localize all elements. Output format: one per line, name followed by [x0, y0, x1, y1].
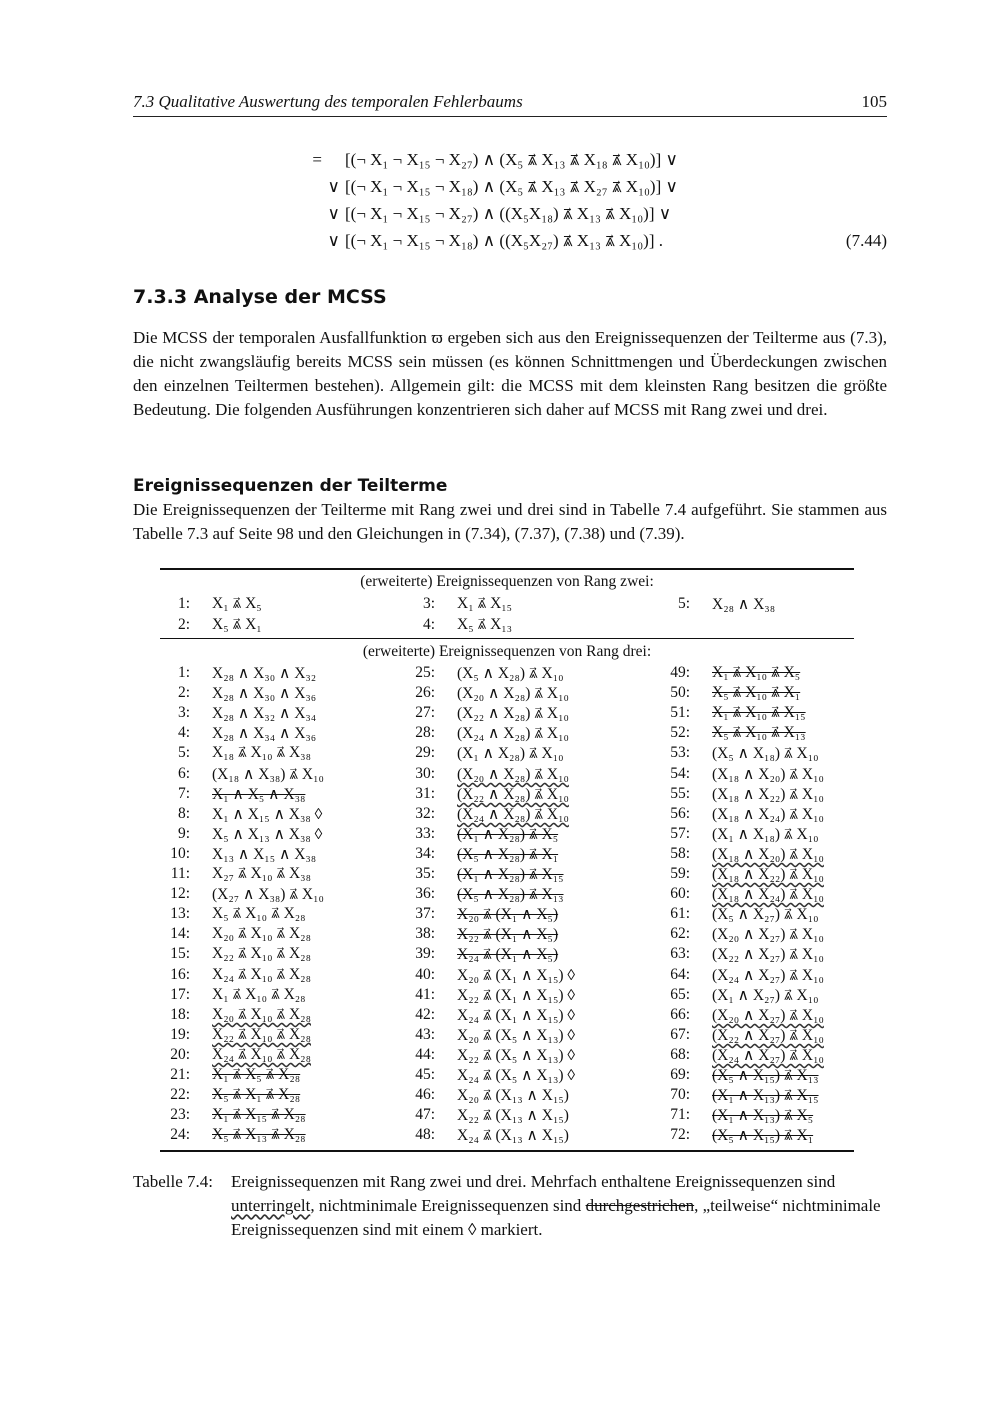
sequence-expression-nonminimal: X₁ ∧ X₅ ∧ X₃₈	[212, 786, 306, 803]
table-row	[160, 966, 854, 986]
row-number: 6:	[177, 765, 190, 782]
row-number: 64:	[670, 966, 690, 983]
sequence-expression: X₅ ⩓⃗ X₁	[212, 616, 262, 633]
sequence-expression-nonminimal: (X₅ ∧ X₂₈) ⩓⃗ X₁	[457, 846, 559, 863]
row-number: 43:	[415, 1026, 435, 1043]
row-number: 4:	[177, 724, 190, 741]
row-number: 3:	[177, 704, 190, 721]
sequence-expression: (X₂₀ ∧ X₂₈) ⩓⃗ X₁₀	[457, 685, 569, 702]
caption-strike-word: durchgestrichen	[585, 1196, 695, 1215]
row-number: 29:	[415, 744, 435, 761]
table-mid-rule	[160, 638, 854, 639]
sequence-expression-duplicate: (X₂₂ ∧ X₂₈) ⩓⃗ X₁₀	[457, 786, 569, 803]
table-row	[160, 744, 854, 764]
sequence-expression: (X₂₂ ∧ X₂₈) ⩓⃗ X₁₀	[457, 705, 569, 722]
row-number: 4:	[422, 616, 435, 633]
sequence-expression: X₂₄ ⩓⃗ (X₁₃ ∧ X₁₅)	[457, 1127, 569, 1144]
row-number: 25:	[415, 664, 435, 681]
row-number: 19:	[170, 1026, 190, 1043]
section-paragraph-block	[133, 326, 887, 422]
sequence-expression-nonminimal: (X₅ ∧ X₁₅) ⩓⃗ X₁₃	[712, 1067, 819, 1084]
sequence-expression: X₁ ⩓⃗ X₁₅	[457, 595, 513, 612]
equation-line	[0, 150, 1000, 174]
caption-wavy-word: unterringelt	[231, 1196, 311, 1215]
running-header	[133, 90, 887, 117]
sequence-expression: X₅ ∧ X₁₃ ∧ X₃₈ ◊	[212, 826, 323, 843]
sequence-expression: X₂₈ ∧ X₃₀ ∧ X₃₆	[212, 685, 317, 702]
table-bottom-rule	[160, 1150, 854, 1152]
row-number: 3:	[422, 595, 435, 612]
row-number: 2:	[177, 684, 190, 701]
equation-expression: [(¬ X₁ ¬ X₁₅ ¬ X₂₇) ∧ ((X₅X₁₈) ⩓⃗ X₁₃ ⩓⃗ X₁₀)] ∨	[345, 204, 672, 223]
table-row	[160, 945, 854, 965]
table-row	[160, 616, 854, 636]
row-number: 32:	[415, 805, 435, 822]
row-number: 15:	[170, 945, 190, 962]
row-number: 61:	[670, 905, 690, 922]
row-number: 13:	[170, 905, 190, 922]
table-row	[160, 664, 854, 684]
caption-text-middle: , nichtminimale Ereignissequenzen sind	[310, 1196, 582, 1215]
row-number: 39:	[415, 945, 435, 962]
sequence-expression-duplicate: (X₂₀ ∧ X₂₇) ⩓⃗ X₁₀	[712, 1007, 824, 1024]
sequence-expression: X₁ ∧ X₁₅ ∧ X₃₈ ◊	[212, 806, 323, 823]
row-number: 47:	[415, 1106, 435, 1123]
row-number: 37:	[415, 905, 435, 922]
table-row	[160, 595, 854, 615]
rank-three-title: (erweiterte) Ereignissequenzen von Rang drei:	[362, 643, 652, 660]
sequence-expression-nonminimal: X₂₂ ⩓⃗ (X₁ ∧ X₅)	[457, 926, 559, 943]
sequence-expression-nonminimal: X₅ ⩓⃗ X₁ ⩓⃗ X₂₈	[212, 1086, 301, 1103]
sequence-expression: X₁ ⩓⃗ X₁₀ ⩓⃗ X₂₈	[212, 986, 306, 1003]
row-number: 53:	[670, 744, 690, 761]
row-number: 71:	[670, 1106, 690, 1123]
row-number: 62:	[670, 925, 690, 942]
header-title: 7.3 Qualitative Auswertung des temporalen Fehlerbaums	[133, 92, 523, 111]
row-number: 36:	[415, 885, 435, 902]
row-number: 17:	[170, 986, 190, 1003]
row-number: 28:	[415, 724, 435, 741]
subsection-paragraph: Die Ereignissequenzen der Teilterme mit Rang zwei und drei sind in Tabelle 7.4 aufgeführt. Sie stammen aus Tabelle 7.3 auf Seite 98 und den Gleichungen in (7.34), (7.37), (7.38) und (7.39).	[133, 500, 887, 543]
table-row	[160, 704, 854, 724]
table-row	[160, 724, 854, 744]
row-number: 1:	[177, 664, 190, 681]
row-number: 31:	[415, 785, 435, 802]
table-row	[160, 885, 854, 905]
sequence-expression: (X₁₈ ∧ X₂₂) ⩓⃗ X₁₀	[712, 786, 824, 803]
row-number: 67:	[670, 1026, 690, 1043]
row-number: 18:	[170, 1006, 190, 1023]
sequence-expression: (X₅ ∧ X₂₇) ⩓⃗ X₁₀	[712, 906, 819, 923]
subsection-paragraph-block	[133, 498, 887, 546]
sequence-expression-duplicate: (X₂₄ ∧ X₂₈) ⩓⃗ X₁₀	[457, 806, 569, 823]
row-number: 23:	[170, 1106, 190, 1123]
table-row	[160, 865, 854, 885]
row-number: 14:	[170, 925, 190, 942]
sequence-expression: X₂₂ ⩓⃗ (X₅ ∧ X₁₃) ◊	[457, 1047, 576, 1064]
row-number: 24:	[170, 1126, 190, 1143]
sequence-expression: X₁₃ ∧ X₁₅ ∧ X₃₈	[212, 846, 317, 863]
row-number: 68:	[670, 1046, 690, 1063]
table-row	[160, 684, 854, 704]
sequence-expression-nonminimal: (X₁ ∧ X₁₃) ⩓⃗ X₅	[712, 1107, 814, 1124]
subsection-heading: Ereignissequenzen der Teilterme	[133, 476, 448, 496]
sequence-expression: (X₁ ∧ X₂₇) ⩓⃗ X₁₀	[712, 987, 819, 1004]
sequence-expression: X₂₄ ⩓⃗ (X₅ ∧ X₁₃) ◊	[457, 1067, 576, 1084]
sequence-expression: (X₂₂ ∧ X₂₇) ⩓⃗ X₁₀	[712, 946, 824, 963]
row-number: 16:	[170, 966, 190, 983]
row-number: 58:	[670, 845, 690, 862]
row-number: 5:	[677, 595, 690, 612]
equation-number: (7.44)	[845, 231, 887, 250]
row-number: 8:	[177, 805, 190, 822]
table-row	[160, 1086, 854, 1106]
equation-operator: ∨	[327, 204, 340, 223]
sequence-expression: X₁ ⩓⃗ X₅	[212, 595, 262, 612]
sequence-expression-duplicate: X₂₂ ⩓⃗ X₁₀ ⩓⃗ X₂₈	[212, 1026, 311, 1043]
sequence-expression: X₂₀ ⩓⃗ (X₁₃ ∧ X₁₅)	[457, 1087, 569, 1104]
sequence-expression: X₂₄ ⩓⃗ X₁₀ ⩓⃗ X₂₈	[212, 966, 311, 983]
sequence-expression-nonminimal: X₁ ⩓⃗ X₁₀ ⩓⃗ X₅	[712, 664, 801, 681]
rank-two-title: (erweiterte) Ereignissequenzen von Rang zwei:	[360, 573, 654, 590]
row-number: 22:	[170, 1086, 190, 1103]
sequence-expression-duplicate: (X₁₈ ∧ X₂₀) ⩓⃗ X₁₀	[712, 846, 824, 863]
row-number: 63:	[670, 945, 690, 962]
sequence-expression: X₅ ⩓⃗ X₁₃	[457, 616, 513, 633]
sequence-expression: (X₂₇ ∧ X₃₈) ⩓⃗ X₁₀	[212, 886, 324, 903]
caption-text-after: , „teilweise“ nichtminimale Ereignissequenzen sind mit einem ◊ markiert.	[231, 1196, 881, 1239]
sequence-expression: (X₅ ∧ X₂₈) ⩓⃗ X₁₀	[457, 665, 564, 682]
rank-three-entries	[160, 664, 854, 1148]
row-number: 33:	[415, 825, 435, 842]
equation-expression: [(¬ X₁ ¬ X₁₅ ¬ X₁₈) ∧ ((X₅X₂₇) ⩓⃗ X₁₃ ⩓⃗ X₁₀)] .	[345, 231, 663, 250]
row-number: 50:	[670, 684, 690, 701]
sequence-expression-duplicate: (X₂₂ ∧ X₂₇) ⩓⃗ X₁₀	[712, 1027, 824, 1044]
sequence-expression-duplicate: X₂₄ ⩓⃗ X₁₀ ⩓⃗ X₂₈	[212, 1046, 311, 1063]
page-number: 105	[861, 92, 887, 111]
row-number: 40:	[415, 966, 435, 983]
row-number: 7:	[177, 785, 190, 802]
row-number: 42:	[415, 1006, 435, 1023]
sequence-expression-nonminimal: X₅ ⩓⃗ X₁₃ ⩓⃗ X₂₈	[212, 1126, 306, 1143]
section-paragraph: Die MCSS der temporalen Ausfallfunktion ϖ ergeben sich aus den Ereignissequenzen der Teilterme aus (7.3), die nicht zwangsläufig bereits MCSS sein müssen (es können Schnittmengen und Überdeckungen zwischen den einzelnen Teiltermen bestehen). Allgemein gilt: die MCSS mit dem kleinsten Rang besitzen die größte Bedeutung. Die folgenden Ausführungen konzentrieren sich daher auf MCSS mit Rang zwei und drei.	[133, 328, 887, 419]
sequence-expression: X₂₈ ∧ X₃₈	[712, 596, 776, 613]
sequence-expression: (X₂₄ ∧ X₂₇) ⩓⃗ X₁₀	[712, 967, 824, 984]
table-row	[160, 1126, 854, 1146]
sequence-expression-duplicate: (X₁₈ ∧ X₂₂) ⩓⃗ X₁₀	[712, 866, 824, 883]
sequence-expression-duplicate: (X₁₈ ∧ X₂₄) ⩓⃗ X₁₀	[712, 886, 824, 903]
table-row	[160, 1066, 854, 1086]
table-row	[160, 765, 854, 785]
row-number: 12:	[170, 885, 190, 902]
equation-line	[0, 204, 1000, 228]
caption-label: Tabelle 7.4:	[133, 1172, 214, 1191]
row-number: 60:	[670, 885, 690, 902]
sequence-expression: (X₂₀ ∧ X₂₇) ⩓⃗ X₁₀	[712, 926, 824, 943]
caption-text-before: Ereignissequenzen mit Rang zwei und drei. Mehrfach enthaltene Ereignissequenzen sind	[231, 1172, 836, 1191]
row-number: 35:	[415, 865, 435, 882]
row-number: 49:	[670, 664, 690, 681]
row-number: 59:	[670, 865, 690, 882]
row-number: 20:	[170, 1046, 190, 1063]
row-number: 21:	[170, 1066, 190, 1083]
sequence-expression: X₂₂ ⩓⃗ (X₁₃ ∧ X₁₅)	[457, 1107, 569, 1124]
sequence-expression-nonminimal: (X₅ ∧ X₁₅) ⩓⃗ X₁	[712, 1127, 814, 1144]
equation-operator: =	[312, 150, 322, 169]
row-number: 27:	[415, 704, 435, 721]
sequence-expression: X₂₂ ⩓⃗ (X₁ ∧ X₁₅) ◊	[457, 987, 576, 1004]
sequence-expression: X₂₈ ∧ X₃₄ ∧ X₃₆	[212, 725, 317, 742]
sequence-expression: X₂₇ ⩓⃗ X₁₀ ⩓⃗ X₃₈	[212, 865, 311, 882]
equation-expression: [(¬ X₁ ¬ X₁₅ ¬ X₁₈) ∧ (X₅ ⩓⃗ X₁₃ ⩓⃗ X₂₇ ⩓⃗ X₁₀)] ∨	[345, 177, 678, 196]
row-number: 48:	[415, 1126, 435, 1143]
row-number: 26:	[415, 684, 435, 701]
row-number: 55:	[670, 785, 690, 802]
sequence-expression: X₅ ⩓⃗ X₁₀ ⩓⃗ X₂₈	[212, 905, 306, 922]
sequence-expression-duplicate: X₂₀ ⩓⃗ X₁₀ ⩓⃗ X₂₈	[212, 1006, 311, 1023]
row-number: 34:	[415, 845, 435, 862]
row-number: 45:	[415, 1066, 435, 1083]
table-top-rule	[160, 568, 854, 570]
table-row	[160, 785, 854, 805]
sequence-expression: X₂₂ ⩓⃗ X₁₀ ⩓⃗ X₂₈	[212, 945, 311, 962]
row-number: 57:	[670, 825, 690, 842]
equation-block	[0, 150, 1000, 260]
sequence-expression: X₂₀ ⩓⃗ (X₁ ∧ X₁₅) ◊	[457, 967, 576, 984]
sequence-expression-nonminimal: (X₁ ∧ X₁₃) ⩓⃗ X₁₅	[712, 1087, 819, 1104]
equation-line	[0, 177, 1000, 201]
sequence-expression-nonminimal: X₅ ⩓⃗ X₁₀ ⩓⃗ X₁₃	[712, 724, 806, 741]
rank-two-entries	[160, 595, 854, 637]
equation-line	[0, 231, 1000, 255]
sequence-expression: (X₂₄ ∧ X₂₈) ⩓⃗ X₁₀	[457, 725, 569, 742]
table-row	[160, 905, 854, 925]
row-number: 30:	[415, 765, 435, 782]
sequence-expression-duplicate: (X₂₀ ∧ X₂₈) ⩓⃗ X₁₀	[457, 766, 569, 783]
caption-text	[231, 1170, 887, 1242]
sequence-expression-nonminimal: (X₅ ∧ X₂₈) ⩓⃗ X₁₃	[457, 886, 564, 903]
row-number: 10:	[170, 845, 190, 862]
row-number: 69:	[670, 1066, 690, 1083]
equation-operator: ∨	[327, 231, 340, 250]
table-row	[160, 845, 854, 865]
row-number: 11:	[170, 865, 190, 882]
sequence-expression: X₂₈ ∧ X₃₂ ∧ X₃₄	[212, 705, 317, 722]
table-row	[160, 825, 854, 845]
row-number: 72:	[670, 1126, 690, 1143]
row-number: 54:	[670, 765, 690, 782]
row-number: 70:	[670, 1086, 690, 1103]
sequence-expression-nonminimal: X₂₀ ⩓⃗ (X₁ ∧ X₅)	[457, 906, 559, 923]
table-row	[160, 805, 854, 825]
row-number: 52:	[670, 724, 690, 741]
sequence-expression: (X₅ ∧ X₁₈) ⩓⃗ X₁₀	[712, 745, 819, 762]
table-row	[160, 1046, 854, 1066]
sequence-expression: X₂₄ ⩓⃗ (X₁ ∧ X₁₅) ◊	[457, 1007, 576, 1024]
table-row	[160, 1026, 854, 1046]
row-number: 9:	[177, 825, 190, 842]
row-number: 46:	[415, 1086, 435, 1103]
row-number: 2:	[177, 616, 190, 633]
row-number: 66:	[670, 1006, 690, 1023]
sequence-expression: X₁₈ ⩓⃗ X₁₀ ⩓⃗ X₃₈	[212, 744, 311, 761]
equation-expression: [(¬ X₁ ¬ X₁₅ ¬ X₂₇) ∧ (X₅ ⩓⃗ X₁₃ ⩓⃗ X₁₈ ⩓⃗ X₁₀)] ∨	[345, 150, 678, 169]
section-heading: 7.3.3 Analyse der MCSS	[133, 286, 387, 308]
table-row	[160, 1006, 854, 1026]
row-number: 65:	[670, 986, 690, 1003]
sequence-expression: (X₁₈ ∧ X₃₈) ⩓⃗ X₁₀	[212, 766, 324, 783]
sequence-expression-nonminimal: X₂₄ ⩓⃗ (X₁ ∧ X₅)	[457, 946, 559, 963]
sequence-expression: (X₁₈ ∧ X₂₄) ⩓⃗ X₁₀	[712, 806, 824, 823]
row-number: 5:	[177, 744, 190, 761]
sequence-expression-nonminimal: X₁ ⩓⃗ X₁₅ ⩓⃗ X₂₈	[212, 1106, 306, 1123]
row-number: 41:	[415, 986, 435, 1003]
table-row	[160, 1106, 854, 1126]
sequence-expression-nonminimal: (X₁ ∧ X₂₈) ⩓⃗ X₁₅	[457, 866, 564, 883]
sequence-expression-nonminimal: X₁ ⩓⃗ X₁₀ ⩓⃗ X₁₅	[712, 704, 806, 721]
table-row	[160, 925, 854, 945]
row-number: 1:	[177, 595, 190, 612]
row-number: 38:	[415, 925, 435, 942]
sequence-expression: X₂₀ ⩓⃗ (X₅ ∧ X₁₃) ◊	[457, 1027, 576, 1044]
sequence-expression-nonminimal: (X₁ ∧ X₂₈) ⩓⃗ X₅	[457, 826, 559, 843]
sequence-expression: X₂₈ ∧ X₃₀ ∧ X₃₂	[212, 665, 317, 682]
sequence-expression-nonminimal: X₅ ⩓⃗ X₁₀ ⩓⃗ X₁	[712, 684, 801, 701]
row-number: 56:	[670, 805, 690, 822]
sequence-expression-nonminimal: X₁ ⩓⃗ X₅ ⩓⃗ X₂₈	[212, 1066, 301, 1083]
equation-operator: ∨	[327, 177, 340, 196]
row-number: 51:	[670, 704, 690, 721]
row-number: 44:	[415, 1046, 435, 1063]
sequence-expression-duplicate: (X₂₄ ∧ X₂₇) ⩓⃗ X₁₀	[712, 1047, 824, 1064]
sequence-expression: (X₁ ∧ X₁₈) ⩓⃗ X₁₀	[712, 826, 819, 843]
sequence-expression: X₂₀ ⩓⃗ X₁₀ ⩓⃗ X₂₈	[212, 925, 311, 942]
sequence-expression: (X₁₈ ∧ X₂₀) ⩓⃗ X₁₀	[712, 766, 824, 783]
table-row	[160, 986, 854, 1006]
sequence-expression: (X₁ ∧ X₂₈) ⩓⃗ X₁₀	[457, 745, 564, 762]
